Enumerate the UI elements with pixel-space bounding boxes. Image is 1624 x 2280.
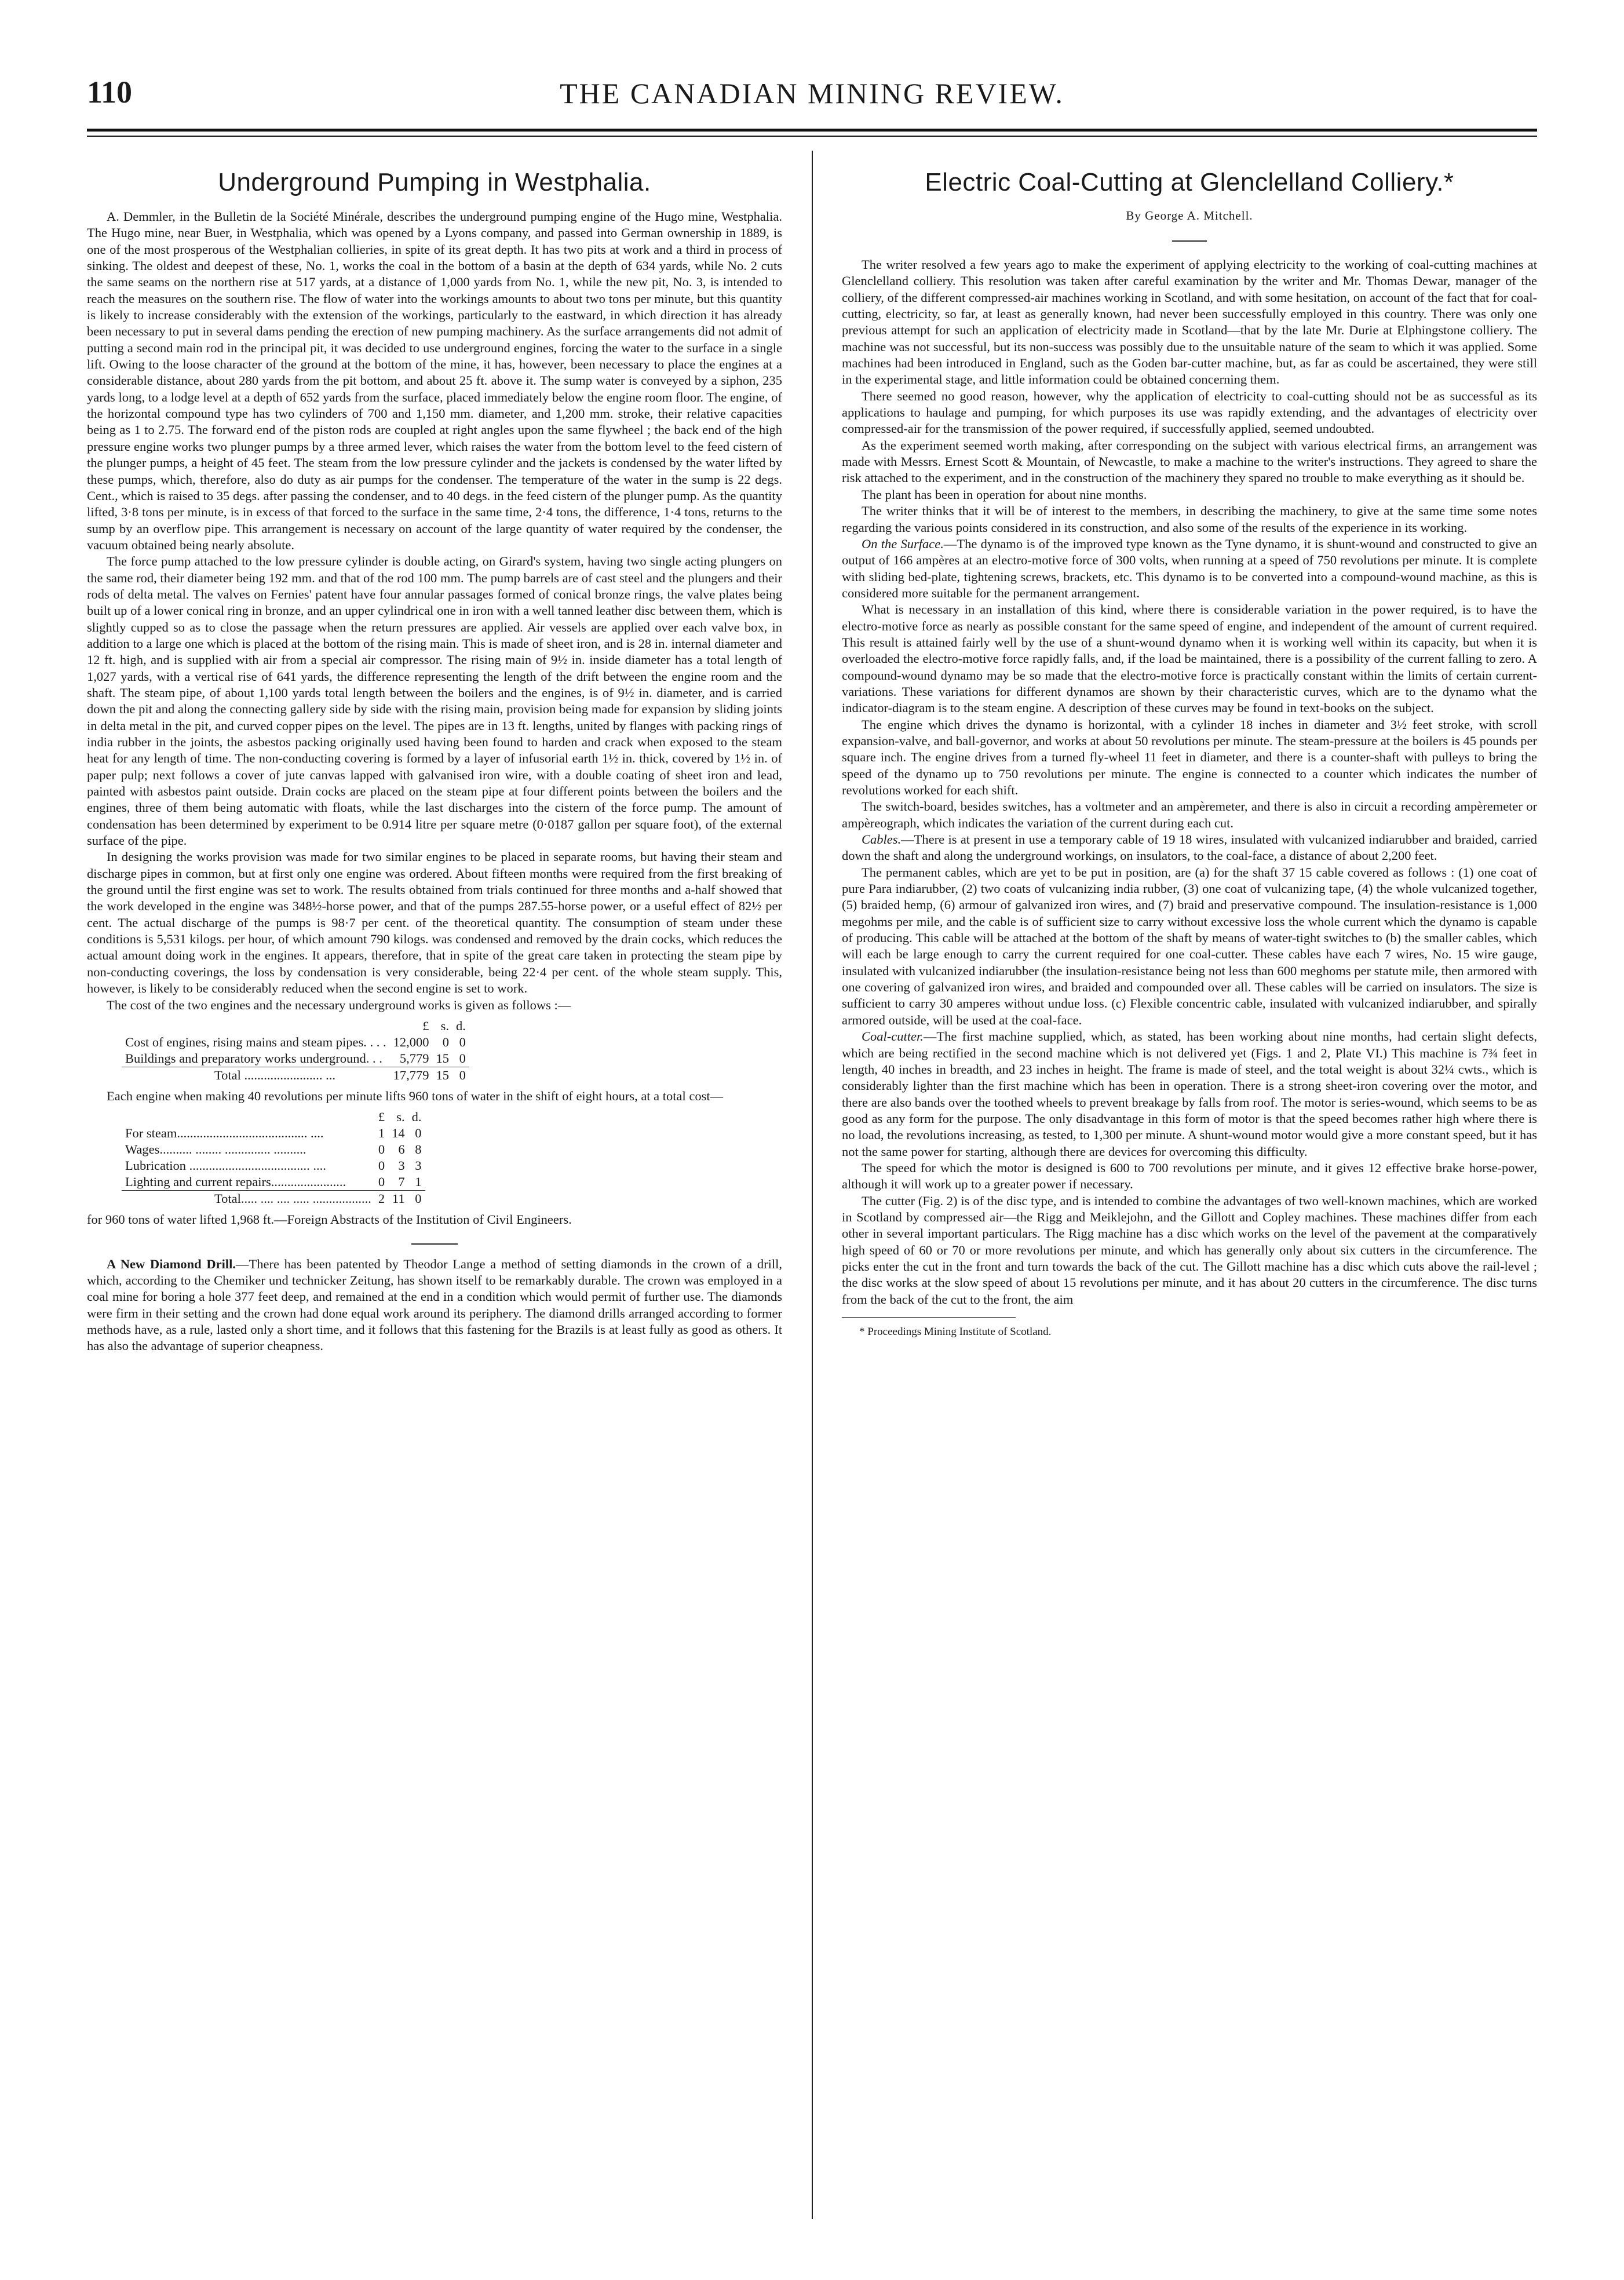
shift-row-pence: 8 bbox=[415, 1142, 422, 1157]
cost-row-pounds: 12,000 bbox=[393, 1034, 429, 1049]
column-divider bbox=[812, 151, 813, 2219]
coal-paragraph-13: The speed for which the motor is designed is 600 to 700 revolutions per minute, and it gives 12 effective brake horse-power, although it will work up to a greater power if necessary. bbox=[842, 1160, 1537, 1192]
shift-cost-table bbox=[122, 1109, 425, 1207]
table-row bbox=[122, 1158, 425, 1174]
cost-table-header bbox=[122, 1018, 469, 1034]
cost-total-pounds: 17,779 bbox=[390, 1067, 433, 1084]
section-divider bbox=[411, 1243, 458, 1245]
table-row bbox=[122, 1125, 425, 1141]
left-column bbox=[87, 151, 782, 2242]
coal-paragraph-12 bbox=[842, 1028, 1537, 1160]
columns bbox=[87, 151, 1537, 2242]
cost-col-shillings: s. bbox=[440, 1018, 449, 1033]
cost-total-shillings: 15 bbox=[432, 1067, 452, 1084]
shift-row-shillings: 14 bbox=[392, 1126, 405, 1141]
right-column bbox=[842, 151, 1537, 2242]
page-number: 110 bbox=[87, 75, 133, 110]
shift-total-label: Total..... .... .... ..... .................. bbox=[122, 1191, 375, 1208]
coal-paragraph-5: The writer thinks that it will be of interest to the members, in describing the machinery, to give at the same time some notes regarding the various points considered in its construction, and also some of the results of the experience in its working. bbox=[842, 504, 1537, 535]
footnote: * Proceedings Mining Institute of Scotland. bbox=[859, 1326, 1052, 1338]
shift-row-label: For steam........................................ .... bbox=[125, 1126, 324, 1141]
coal-paragraph-9: The switch-board, besides switches, has a voltmeter and an ampèremeter, and there is also in circuit a recording ampèremeter or ampèreograph, which indicates the variation of the current during each cut. bbox=[842, 799, 1537, 830]
shift-col-shillings: s. bbox=[396, 1110, 405, 1125]
cost-row-label: Cost of engines, rising mains and steam pipes. . . . bbox=[125, 1034, 386, 1049]
shift-row-label: Lighting and current repairs....................... bbox=[125, 1174, 346, 1190]
coal-paragraph-3: As the experiment seemed worth making, after corresponding on the subject with various electrical firms, an arrangement was made with Messrs. Ernest Scott & Mountain, of Newcastle, to make a machine to the writer's instructions. They agreed to share the risk attached to the experiment, and in the construction of the machinery they spared no trouble to make everything as it should be. bbox=[842, 437, 1537, 486]
shift-row-shillings: 6 bbox=[398, 1142, 405, 1157]
page-header bbox=[87, 64, 1537, 133]
shift-row-pounds: 1 bbox=[378, 1126, 385, 1141]
cost-row-shillings: 15 bbox=[436, 1050, 449, 1066]
shift-row-pence: 3 bbox=[415, 1158, 422, 1173]
article-title-pumping: Underground Pumping in Westphalia. bbox=[218, 168, 651, 196]
cost-col-pounds: £ bbox=[422, 1018, 429, 1033]
cost-total-label: Total ........................ ... bbox=[122, 1067, 390, 1084]
shift-col-pence: d. bbox=[411, 1110, 422, 1125]
table-row bbox=[122, 1141, 425, 1158]
coal-cutter-body: —The first machine supplied, which, as stated, has been working about nine months, had certain slight defects, which are being rectified in the second machine which is not delivered yet (Figs. 1 and 2, Plate VI.) This machine is 7¾ feet in length, 40 inches in breadth, and 23 inches in height. The frame is made of steel, and the total weight is about 32¼ cwts., which is considerably lighter than the first machine which has been in operation. There is a strong sheet-iron covering over the motor, and there are also bands over the toothed wheels to prevent breakage by falls from roof. The motor is series-wound, which seems to be as good as any form for the purpose. The only disadvantage in this form of motor is that the speed becomes rather high where there is no load, the revolutions increasing, as tested, to 1,300 per minute. A shunt-wound motor would give a more constant speed, but it has not the same power for starting, although there are devices for overcoming this difficulty. bbox=[842, 1029, 1537, 1159]
shift-row-label: Wages.......... ........ .............. .......... bbox=[125, 1142, 306, 1157]
coal-cutter-subheading: Coal-cutter. bbox=[862, 1029, 924, 1044]
coal-paragraph-11: The permanent cables, which are yet to be put in position, are (a) for the shaft 37 15 cable covered as follows : (1) one coat of pure Para indiarubber, (2) two coats of vulcanizing india rubber, (3) one coat of vulcanizing tape, (4) the whole vulcanized together, (5) braided hemp, (6) armour of galvanized iron wires, and (7) braid and preservative compound. The insulation-resistance is 1,000 megohms per mile, and the cable is of sufficient size to carry without excessive loss the whole current which the dynamo is capable of producing. This cable will be attached at the bottom of the shaft by means of water-tight switches to (b) the smaller cables, which will each be large enough to carry the current required for one coal-cutter. These cables have each 7 wires, No. 15 wire gauge, insulated with vulcanized indiarubber (the insulation-resistance being not less than 600 meghoms per statute mile, then armored with one covering of galvanized iron wires, and braided and compounded over all. These cables will be carried on insulators. The size is sufficient to carry 30 amperes without undue loss. (c) Flexible concentric cable, insulated with vulcanized indiarubber, and spirally armored outside, will be used at the coal-face. bbox=[842, 864, 1537, 1027]
shift-row-pounds: 0 bbox=[378, 1158, 385, 1173]
journal-title: THE CANADIAN MINING REVIEW. bbox=[560, 77, 1064, 110]
pumping-paragraph-1: A. Demmler, in the Bulletin de la Société Minérale, describes the underground pumping engine of the Hugo mine, Westphalia. The Hugo mine, near Buer, in Westphalia, which was opened by a Lyons company, and passed into German ownership in 1889, is one of the most prosperous of the Westphalian collieries, in spite of its great depth. It has two pits at work and a third in process of sinking. The oldest and deepest of these, No. 1, works the coal in the bottom of a basin at the depth of 634 yards, while No. 2 cuts the same seams on the northern rise at 517 yards, at a distance of 1,000 yards from No. 1, while the new pit, No. 3, is intended to reach the measures on the southern rise. The flow of water into the workings amounts to about two tons per minute, but this quantity is likely to increase considerably with the extension of the workings, particularly to the eastward, in which direction it has already been necessary to put in several dams pending the erection of new pumping machinery. As the surface arrangements did not admit of putting a second main rod in the principal pit, it was decided to use underground engines, forcing the water to the surface in a single lift. Owing to the loose character of the ground at the bottom of the mine, it has, however, been necessary to place the engines at a considerable distance, about 280 yards from the pit bottom, and about 25 ft. above it. The sump water is conveyed by a siphon, 235 yards long, to a lodge level at a depth of 652 yards from the surface, placed immediately below the engine room floor. The engine, of the horizontal compound type has two cylinders of 700 and 1,150 mm. diameter, and 1,200 mm. stroke, their relative capacities being as 1 to 2.75. The forward end of the piston rods are coupled at right angles upon the same flywheel ; the back end of the high pressure engine works two plunger pumps by a three armed lever, which raises the water from the bottom level to the feed cistern of the plunger pumps, a height of 45 feet. The steam from the low pressure cylinder and the jackets is condensed by the water lifted by these pumps, which, therefore, also do duty as air pumps for the condenser. The temperature of the water in the sump is 22 degs. Cent., which is raised to 35 degs. after passing the condenser, and to 40 degs. in the feed cistern of the plunger pump. As the quantity lifted, 3·8 tons per minute, is in excess of that forced to the surface in the same time, 2·4 tons, the difference, 1·4 tons, returns to the sump by an overflow pipe. This arrangement is necessary on account of the large quantity of water required by the condenser, the vacuum obtained being nearly absolute. bbox=[87, 209, 782, 552]
author-byline: By George A. Mitchell. bbox=[1126, 209, 1253, 222]
coal-paragraph-1: The writer resolved a few years ago to make the experiment of applying electricity to the working of coal-cutting machines at Glenclelland colliery. This resolution was taken after careful examination by the writer and Mr. Thomas Dewar, manager of the colliery, of the different compressed-air machines working in Scotland, and with some hesitation, on account of the fact that for coal-cutting, electricity, so far, at least as generally known, had never been successfully employed in this country. There was only one previous attempt for such an application of electricity made in Scotland—that by the late Mr. Durie at Elphingstone colliery. The machine was not successful, but its non-success was possibly due to the unsuitable nature of the seam to which it was applied. Some machines had been introduced in England, such as the Goden bar-cutter machine, but, as far as could be ascertained, they were still in the experimental stage, and little information could be obtained concerning them. bbox=[842, 257, 1537, 387]
cost-row-pence: 0 bbox=[459, 1034, 466, 1049]
shift-total-row bbox=[122, 1191, 425, 1208]
diamond-drill-heading: A New Diamond Drill. bbox=[107, 1256, 236, 1271]
shift-total-pence: 0 bbox=[408, 1191, 425, 1208]
pumping-paragraph-5: Each engine when making 40 revolutions per minute lifts 960 tons of water in the shift of eight hours, at a total cost— bbox=[107, 1088, 724, 1103]
shift-row-pence: 0 bbox=[415, 1126, 422, 1141]
byline-rule bbox=[1172, 240, 1207, 242]
cables-subheading: Cables. bbox=[862, 832, 902, 847]
shift-row-pounds: 0 bbox=[378, 1174, 385, 1190]
shift-row-pounds: 0 bbox=[378, 1142, 385, 1157]
cables-body: —There is at present in use a temporary cable of 19 18 wires, insulated with vulcanized indiarubber and braided, carried down the shaft and along the underground workings, on insulators, to the coal-face, a distance of about 2,200 feet. bbox=[842, 832, 1537, 863]
diamond-drill-body: —There has been patented by Theodor Lange a method of setting diamonds in the crown of a drill, which, according to the Chemiker und technicker Zeitung, has shown itself to be remarkably durable. The crown was employed in a coal mine for boring a hole 377 feet deep, and remained at the end in a condition which would permit of further use. The diamonds were firm in their setting and the crown had done equal work around its periphery. The diamond drills arranged according to former methods have, as a rule, lasted only a short time, and it follows that this fastening for the Brazils is at least fully as good as others. It has also the advantage of superior cheapness. bbox=[87, 1256, 782, 1354]
coal-paragraph-8: The engine which drives the dynamo is horizontal, with a cylinder 18 inches in diameter and 3½ feet stroke, with scroll expansion-valve, and ball-governor, and works at about 50 revolutions per minute. The steam-pressure at the boilers is 45 pounds per square inch. The engine drives from a turned fly-wheel 11 feet in diameter, and there is a counter-shaft with pulleys to bring the speed of the dynamo up to 750 revolutions per minute. The engine is connected to a counter which indicates the number of revolutions worked for each shift. bbox=[842, 717, 1537, 797]
coal-paragraph-10 bbox=[842, 831, 1537, 864]
diamond-drill-paragraph bbox=[87, 1256, 782, 1355]
shift-row-shillings: 7 bbox=[398, 1174, 405, 1190]
coal-paragraph-4: The plant has been in operation for about nine months. bbox=[862, 487, 1147, 502]
pumping-paragraph-6: for 960 tons of water lifted 1,968 ft.—Foreign Abstracts of the Institution of Civil Engineers. bbox=[87, 1212, 572, 1227]
shift-total-pounds: 2 bbox=[375, 1191, 388, 1208]
table-row bbox=[122, 1174, 425, 1191]
table-row bbox=[122, 1034, 469, 1050]
cost-row-label: Buildings and preparatory works underground. . . bbox=[125, 1050, 382, 1066]
pumping-paragraph-3: In designing the works provision was made for two similar engines to be placed in separate rooms, but having their steam and discharge pipes in common, but at first only one engine was ordered. About fifteen months were required from the first breaking of the ground until the first engine was set to work. The results obtained from trials continued for three months and a-half showed that the work developed in the engine was 348½-horse power, and that of the pumps 287.55-horse power, or a useful effect of 82½ per cent. The actual discharge of the pumps is 98·7 per cent. of the theoretical quantity. The consumption of steam under these conditions is 5,531 kilogs. per hour, of which amount 790 kilogs. was condensed and removed by the drain cocks, which reduces the actual amount doing work in the engines. It appears, therefore, that in spite of the great care taken in protecting the steam pipe by non-conducting coverings, the loss by condensation is very considerable, being 22·4 per cent. of the whole steam supply. This, however, is likely to be considerably reduced when the second engine is set to work. bbox=[87, 849, 782, 996]
cost-row-pounds: 5,779 bbox=[399, 1050, 429, 1066]
cost-col-pence: d. bbox=[455, 1018, 466, 1033]
page bbox=[87, 64, 1537, 2242]
shift-col-pounds: £ bbox=[378, 1110, 385, 1125]
shift-row-label: Lubrication ..................................... .... bbox=[125, 1158, 326, 1173]
shift-row-pence: 1 bbox=[415, 1174, 422, 1190]
table-row bbox=[122, 1050, 469, 1067]
article-title-coal-cutting: Electric Coal-Cutting at Glenclelland Colliery.* bbox=[925, 168, 1454, 196]
cost-table bbox=[122, 1018, 469, 1084]
pumping-paragraph-4: The cost of the two engines and the necessary underground works is given as follows :— bbox=[107, 997, 571, 1012]
shift-table-header bbox=[122, 1109, 425, 1125]
header-rule-thick bbox=[87, 129, 1537, 132]
coal-paragraph-14: The cutter (Fig. 2) is of the disc type, and is intended to combine the advantages of two well-known machines, which are worked in Scotland by compressed air—the Rigg and Meiklejohn, and the Gillott and Copley machines. These machines differ from each other in several important particulars. The Rigg machine has a disc which works on the level of the pavement at the comparatively high speed of 60 or 70 or more revolutions per minute, and which has generally only about six cutters in the circumference. The picks enter the cut in the front and turn towards the back of the cut. The Gillott machine has a disc which cuts above the rail-level ; the disc works at the slow speed of about 15 revolutions per minute, and it has about 20 cutters in the circumference. The disc turns from the back of the cut to the front, the aim bbox=[842, 1193, 1537, 1307]
coal-paragraph-7: What is necessary in an installation of this kind, where there is considerable variation in the power required, is to have the electro-motive force as nearly as possible constant for the same speed of engine, and independent of the amount of current required. This result is attained fairly well by the use of a shunt-wound dynamo when it is working well within its capacity, but when it is overloaded the electro-motive force rapidly falls, and, if the load be maintained, there is a possibility of the current falling to zero. A compound-wound dynamo may be so made that the electro-motive force is practically constant within the limits of certain current-variations. These variations for different dynamos are shown by their characteristic curves, which are to the dynamo what the indicator-diagram is to the steam engine. A description of these curves may be found in text-books on the subject. bbox=[842, 602, 1537, 716]
surface-body: —The dynamo is of the improved type known as the Tyne dynamo, it is shunt-wound and constructed to give an output of 166 ampères at an electro-motive force of 300 volts, when running at a speed of 750 revolutions per minute. It is complete with sliding bed-plate, tightening screws, brackets, etc. This dynamo is to be converted into a compound-wound machine, as this is considered more suitable for the permanent arrangement. bbox=[842, 536, 1537, 600]
cost-row-pence: 0 bbox=[459, 1050, 466, 1066]
cost-total-row bbox=[122, 1067, 469, 1084]
cost-total-pence: 0 bbox=[452, 1067, 469, 1084]
cost-row-shillings: 0 bbox=[442, 1034, 449, 1049]
surface-subheading: On the Surface. bbox=[862, 536, 944, 551]
footnote-rule bbox=[842, 1317, 1016, 1318]
shift-total-shillings: 11 bbox=[388, 1191, 408, 1208]
shift-row-shillings: 3 bbox=[398, 1158, 405, 1173]
coal-paragraph-2: There seemed no good reason, however, why the application of electricity to coal-cutting should not be as successful as its applications to haulage and pumping, for which purposes its use was rapidly extending, and the advantages of electricity over compressed-air for the transmission of the power required, if successfully applied, seemed undoubted. bbox=[842, 388, 1537, 436]
header-rule-thin bbox=[87, 136, 1537, 137]
coal-paragraph-6 bbox=[842, 536, 1537, 601]
pumping-paragraph-2: The force pump attached to the low pressure cylinder is double acting, on Girard's system, having two single acting plungers on the same rod, their diameter being 192 mm. and that of the rod 100 mm. The pump barrels are of cast steel and the plungers and their rods of delta metal. The valves on Fernies' patent have four annular passages formed of conical bronze rings, the valve plates being built up of a lower conical ring in bronze, and an upper cylindrical one in iron with a well tanned leather disc between them, which is slightly cupped so as to close the passage when the return pressures are applied. Air vessels are applied over each valve box, in addition to a large one which is placed at the bottom of the rising main. This is made of sheet iron, and is 28 in. internal diameter and 12 ft. high, and is supplied with air from a special air compressor. The rising main of 9½ in. inside diameter has a total length of 1,027 yards, with a vertical rise of 641 yards, the difference representing the length of the drift between the engine room and the shaft. The steam pipe, of about 1,100 yards total length between the boilers and the engines, is of 9½ in. diameter, and is carried down the pit and along the connecting gallery side by side with the rising main, provision being made for expansion by sliding joints in delta metal in the pit, and curved copper pipes on the level. The pipes are in 13 ft. lengths, united by flanges with packing rings of india rubber in the joints, the asbestos packing originally used having been found to harden and crack when exposed to the steam heat for any length of time. The non-conducting covering is formed by a layer of infusorial earth 1½ in. thick, covered by 1½ in. of paper pulp; next follows a cover of jute canvas lapped with galvanised iron wire, with a double coating of sheet iron and lead, painted with asbestos paint outside. Drain cocks are placed on the steam pipe at four different points between the boilers and the engines, three of them being automatic with floats, while the last discharges into the cistern of the force pump. The amount of condensation has been determined by experiment to be 0.914 litre per square metre (0·0187 gallon per square foot), of the external surface of the pipe. bbox=[87, 554, 782, 848]
